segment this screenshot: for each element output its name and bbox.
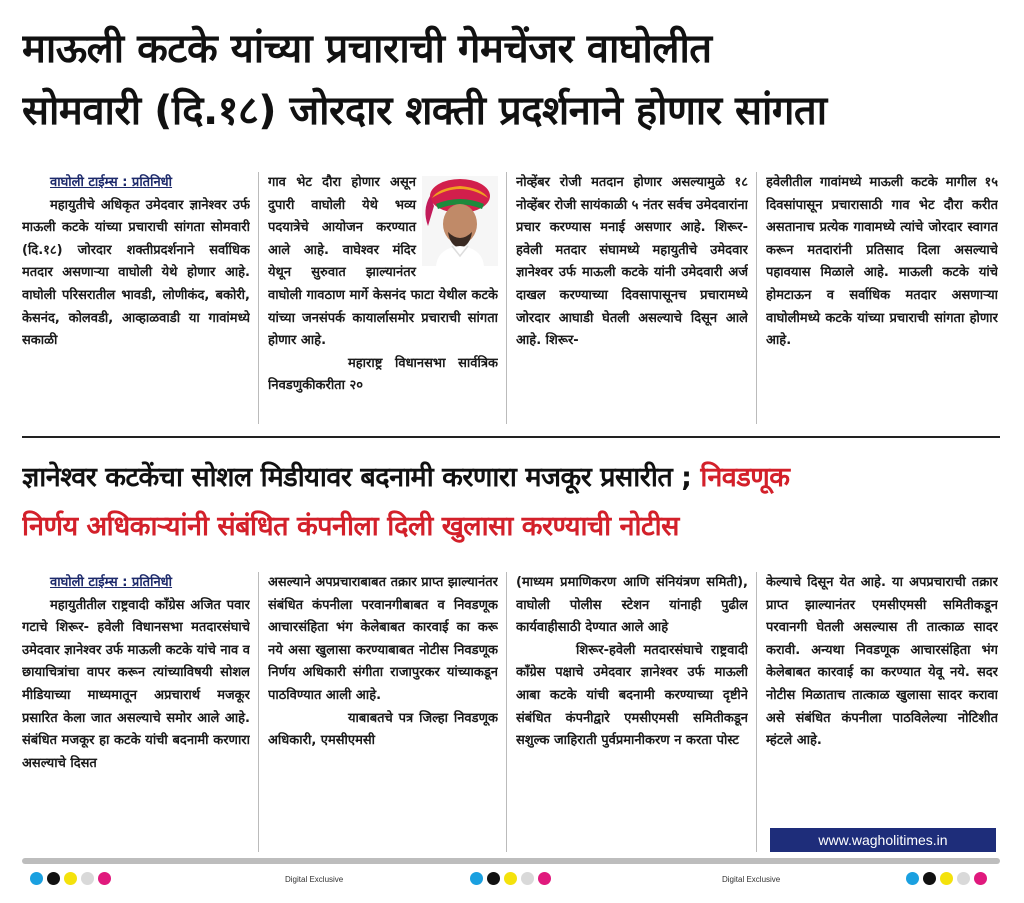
magenta-dot-icon [98,872,111,885]
article2-byline: वाघोली टाईम्स : प्रतिनिधी [50,575,173,590]
article1-headline-line2: सोमवारी (दि.१८) जोरदार शक्ती प्रदर्शनाने होणार सांगता [22,88,827,134]
digital-exclusive-label-left: Digital Exclusive [285,875,344,884]
cyan-dot-icon [30,872,43,885]
black-dot-icon [47,872,60,885]
article2-column-1 [22,572,250,852]
article2-col2-text-a: असल्याने अपप्रचाराबाबत तक्रार प्राप्त झाल्यानंतर संबंधित कंपनीला परवानगीबाबत व निवडणूक आचारसंहिता भंग केलेबाबत कारवाई का करू नये असा खुलासा करण्याबाबत नोटीस निवडणूक निर्णय अधिकारी संगीता राजापुरकर यांच्याकडून पाठविण्यात आली आहे. [268,575,498,703]
article1-column-2 [268,172,498,424]
article2-col4-text: केल्याचे दिसून येत आहे. या अपप्रचाराची तक्रार प्राप्त झाल्यानंतर एमसीएमसी समितीकडून परवानगी घेतली असल्यास ती तात्काळ सादर करावी. अन्यथा निवडणूक आचारसंहिता भंग केलेबाबत कारवाई का करण्यात येवू नये. सदर नोटीस मिळाताच तात्काळ खुलासा सादर करावा असे संबंधित कंपनीला पाठविलेल्या नोटिशीत म्हंटले आहे. [766,575,998,749]
article2-headline-red: निवडणूक [700,462,790,493]
column-rule [258,572,259,852]
person-portrait-icon [422,176,498,266]
article1-column-3 [516,172,748,424]
article2-column-2 [268,572,498,852]
article2-col1-text: महायुतीतील राष्ट्रवादी काँग्रेस अजित पवार गटाचे शिरूर- हवेली विधानसभा मतदारसंघाचे उमेदवार ज्ञानेश्वर उर्फ माऊली कटके यांचे नाव व छायाचित्रांचा वापर करून त्यांच्याविषयी सोशल मीडियाच्या माध्यमातून अप्रचारार्थ मजकूर प्रसारित केला जात असल्याचे समोर आले आहे. संबंधित मजकूर हा कटके यांची बदनामी करणारा असल्याचे दिसत [22,597,250,771]
digital-exclusive-label-right: Digital Exclusive [722,875,781,884]
color-registration-dots-right [906,872,987,885]
gray-dot-icon [81,872,94,885]
footer-bar [22,858,1000,864]
yellow-dot-icon [940,872,953,885]
article1-col2-text-b: महाराष्ट्र विधानसभा सार्वत्रिक निवडणुकीकरीता २० [268,355,498,394]
color-registration-dots-left [30,872,111,885]
section-divider [22,436,1000,438]
magenta-dot-icon [974,872,987,885]
article1-col2-text-a: गाव भेट दौरा होणार असून दुपारी वाघोली येथे भव्य पदयात्रेचे आयोजन करण्यात आले आहे. वाघेश्वर मंदिर येथून सुरुवात झाल्यानंतर वाघोली गावठाण मार्गे केसनंद फाटा येथील कटके यांच्या जनसंपर्क कायार्लासमोर प्रचाराची सांगता होणार आहे. [268,175,498,349]
column-rule [756,172,757,424]
article2-column-4 [766,572,998,824]
article1-column-1 [22,172,250,424]
article1-col1-text: महायुतीचे अधिकृत उमेदवार ज्ञानेश्वर उर्फ माऊली कटके यांच्या प्रचाराची सांगता सोमवारी (दि.१८) जोरदार शक्तीप्रदर्शनाने सर्वाधिक मतदार असणाऱ्या वाघोली येथे होणार आहे. वाघोली परिसरातील भावडी, लोणीकंद, बकोरी, केसनंद, कोलवडी, आव्हाळवाडी या गावांमध्ये सकाळी [22,197,250,349]
magenta-dot-icon [538,872,551,885]
article2-headline-line1 [22,458,1007,498]
column-rule [258,172,259,424]
article2-headline-black: ज्ञानेश्वर कटकेंचा सोशल मिडीयावर बदनामी करणारा मजकूर प्रसारीत ; [22,462,692,493]
column-rule [756,572,757,852]
yellow-dot-icon [504,872,517,885]
article1-headline-line1: माऊली कटके यांच्या प्रचाराची गेमचेंजर वाघोलीत [22,26,712,72]
gray-dot-icon [957,872,970,885]
article2-col3-text-a: (माध्यम प्रमाणिकरण आणि संनियंत्रण समिती), वाघोली पोलीस स्टेशन यांनाही पुढील कार्यवाहीसाठी देण्यात आले आहे [516,575,748,636]
cyan-dot-icon [470,872,483,885]
article2-col2-text-b: याबाबतचे पत्र जिल्हा निवडणूक अधिकारी, एमसीएमसी [268,710,498,749]
article2-col3-text-b: शिरूर-हवेली मतदारसंघाचे राष्ट्रवादी काँग्रेस पक्षाचे उमेदवार ज्ञानेश्वर उर्फ माऊली आबा कटके यांची बदनामी करण्याच्या दृष्टीने संबंधित कंपनीद्वारे एमसीएमसी समितीकडून सशुल्क जाहिराती पुर्वप्रमानीकरण न करता पोस्ट [516,642,748,749]
gray-dot-icon [521,872,534,885]
article1-column-4 [766,172,998,424]
black-dot-icon [487,872,500,885]
article2-column-3 [516,572,748,852]
yellow-dot-icon [64,872,77,885]
column-rule [506,572,507,852]
candidate-photo [422,176,498,266]
cyan-dot-icon [906,872,919,885]
website-url-link[interactable]: www.wagholitimes.in [770,828,996,852]
black-dot-icon [923,872,936,885]
article1-byline: वाघोली टाईम्स : प्रतिनिधी [50,175,173,190]
article1-col4-text: हवेलीतील गावांमध्ये माऊली कटके मागील १५ दिवसांपासून प्रचारासाठी गाव भेट दौरा करीत असतानाच प्रत्येक गावामध्ये त्यांचे जोरदार स्वागत करून मतदारांनी प्रतिसाद दिला असल्याचे पहावयास मिळाले आहे. माऊली कटके यांचे होमटाऊन व सर्वाधिक मतदार असणाऱ्या वाघोलीमध्ये कटके यांच्या प्रचाराची सांगता होणार आहे. [766,175,998,349]
column-rule [506,172,507,424]
color-registration-dots-center [470,872,551,885]
article1-col3-text: नोव्हेंबर रोजी मतदान होणार असल्यामुळे १८ नोव्हेंबर रोजी सायंकाळी ५ नंतर सर्वच उमेदवारांना प्रचार करण्यास मनाई असणार आहे. शिरूर-हवेली मतदार संघामध्ये महायुतीचे उमेदवार ज्ञानेश्वर उर्फ माऊली कटके यांनी उमेदवारी अर्ज दाखल करण्याच्या दिवसापासूनच प्रचारामध्ये जोरदार आघाडी घेतली असल्याचे दिसून आले आहे. शिरूर- [516,175,748,349]
article2-headline-line2: निर्णय अधिकाऱ्यांनी संबंधित कंपनीला दिली खुलासा करण्याची नोटीस [22,511,679,542]
